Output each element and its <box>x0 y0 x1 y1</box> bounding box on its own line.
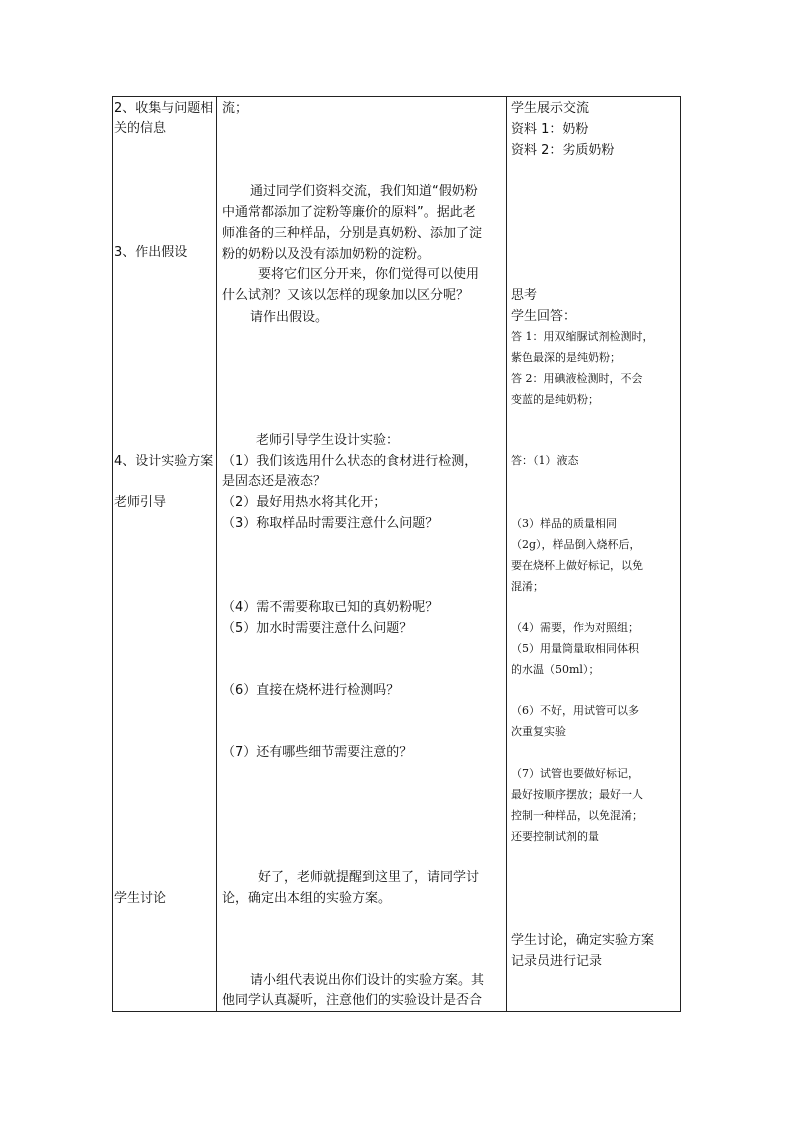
question-1-line2: 是固态还是液态？ <box>222 474 327 489</box>
answer-3-line2: （2g），样品倒入烧杯后， <box>511 538 641 551</box>
student-share-line3: 资料 2：劣质奶粉 <box>511 143 615 158</box>
label-teacher-guide: 老师引导 <box>114 495 167 510</box>
answer-3-line4: 混淆； <box>511 580 544 593</box>
text-liu: 流； <box>222 101 249 116</box>
paragraph-present-line2: 他同学认真凝听，注意他们的实验设计是否合 <box>222 993 483 1008</box>
question-1-line1: （1）我们该选用什么状态的食材进行检测， <box>222 454 478 469</box>
answer-state: 答：（1）液态 <box>511 454 579 467</box>
question-7: （7）还有哪些细节需要注意的？ <box>222 745 413 760</box>
step-collect-info-line2: 关的信息 <box>114 121 167 136</box>
label-student-discussion: 学生讨论 <box>114 891 167 906</box>
paragraph-info-exchange-line4: 粉的奶粉以及没有添加奶粉的淀粉。 <box>222 247 431 262</box>
question-5: （5）加水时需要注意什么问题？ <box>222 621 413 636</box>
student-share-line2: 资料 1：奶粉 <box>511 122 589 137</box>
step-collect-info-line1: 2、收集与问题相 <box>114 101 214 116</box>
answer-1-line1: 答 1：用双缩脲试剂检测时， <box>511 330 654 343</box>
answer-7-line1: （7）试管也要做好标记， <box>511 767 639 780</box>
student-discussion-line2: 记录员进行记录 <box>511 954 603 969</box>
answer-4: （4）需要，作为对照组； <box>511 621 639 634</box>
paragraph-info-exchange-line1: 通过同学们资料交流，我们知道“假奶粉 <box>250 184 478 199</box>
answer-1-line2: 紫色最深的是纯奶粉； <box>511 351 621 364</box>
student-discussion-line1: 学生讨论，确定实验方案 <box>511 933 655 948</box>
paragraph-info-exchange-line3: 师准备的三种样品，分别是真奶粉、添加了淀 <box>222 226 483 241</box>
column-divider-1 <box>216 97 217 1011</box>
answer-5-line1: （5）用量筒量取相同体积 <box>511 642 639 655</box>
answer-2-line1: 答 2：用碘液检测时，不会 <box>511 372 643 385</box>
student-share-line1: 学生展示交流 <box>511 101 590 116</box>
paragraph-hypothesis-line2: 什么试剂？又该以怎样的现象加以区分呢？ <box>222 288 470 303</box>
answer-2-line2: 变蓝的是纯奶粉； <box>511 393 599 406</box>
paragraph-hypothesis-line1: 要将它们区分开来，你们觉得可以使用 <box>258 267 480 282</box>
column-divider-2 <box>506 97 507 1011</box>
step-design-experiment: 4、设计实验方案 <box>114 454 214 469</box>
student-answer-heading: 学生回答： <box>511 309 577 324</box>
paragraph-info-exchange-line2: 中通常都添加了淀粉等廉价的原料”。据此老 <box>222 205 476 220</box>
answer-6-line2: 次重复实验 <box>511 725 566 738</box>
answer-5-line2: 的水温（50ml）； <box>511 663 600 676</box>
paragraph-hypothesis-line3: 请作出假设。 <box>250 310 329 325</box>
answer-7-line2: 最好按顺序摆放；最好一人 <box>511 788 643 801</box>
paragraph-present-line1: 请小组代表说出你们设计的实验方案。其 <box>250 973 485 988</box>
paragraph-teacher-guide: 老师引导学生设计实验： <box>256 433 400 448</box>
answer-6-line1: （6）不好，用试管可以多 <box>511 704 639 717</box>
paragraph-discussion-line1: 好了，老师就提醒到这里了，请同学讨 <box>258 870 480 885</box>
question-6: （6）直接在烧杯进行检测吗？ <box>222 683 400 698</box>
answer-7-line4: 还要控制试剂的量 <box>511 830 599 843</box>
question-4: （4）需不需要称取已知的真奶粉呢？ <box>222 600 439 615</box>
answer-7-line3: 控制一种样品，以免混淆； <box>511 809 643 822</box>
question-3: （3）称取样品时需要注意什么问题？ <box>222 516 439 531</box>
step-hypothesis: 3、作出假设 <box>114 245 188 260</box>
student-think: 思考 <box>511 288 538 303</box>
answer-3-line3: 要在烧杯上做好标记，以免 <box>511 559 643 572</box>
paragraph-discussion-line2: 论，确定出本组的实验方案。 <box>222 891 392 906</box>
answer-3-line1: （3）样品的质量相同 <box>511 517 617 530</box>
question-2: （2）最好用热水将其化开； <box>222 495 387 510</box>
